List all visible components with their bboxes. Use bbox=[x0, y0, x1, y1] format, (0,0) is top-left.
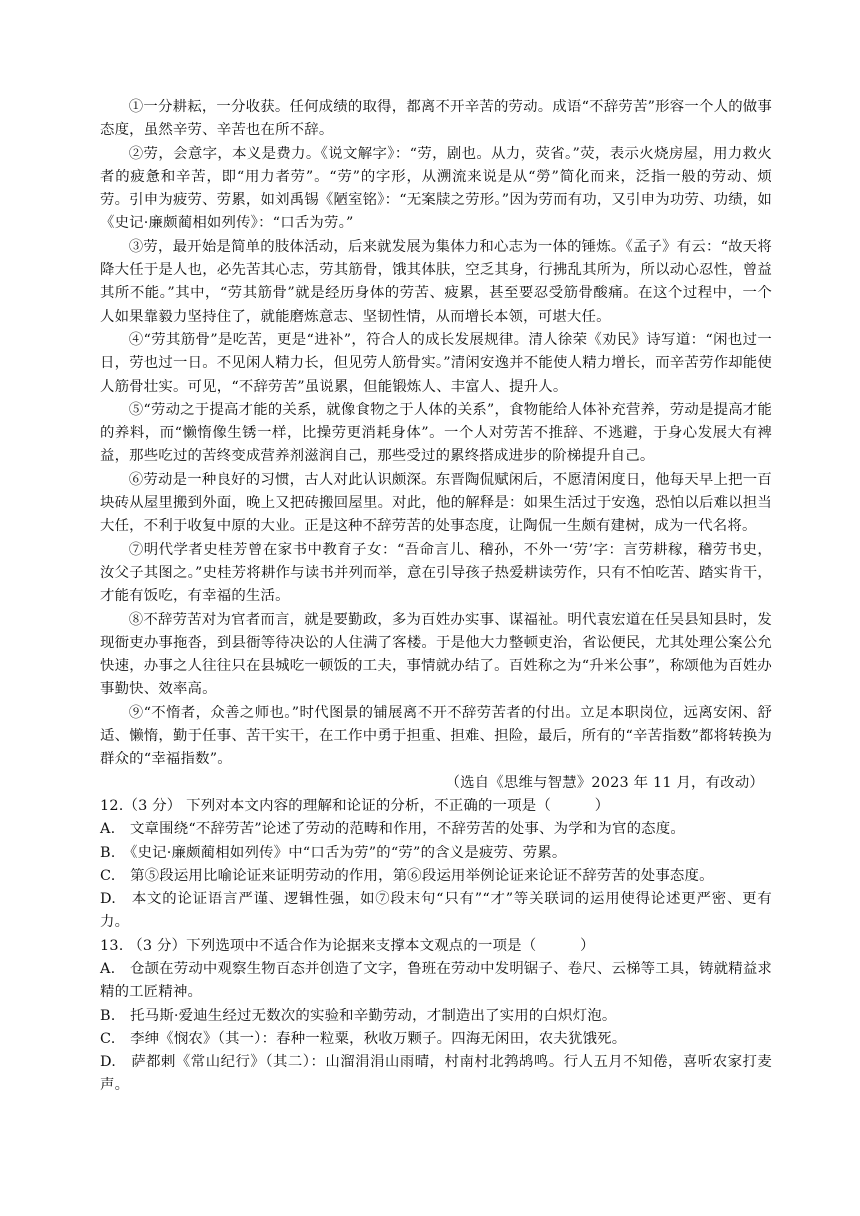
question-13-option-c: C. 李绅《悯农》（其一）：春种一粒粟，秋收万颗子。四海无闲田，农夫犹饿死。 bbox=[100, 1030, 627, 1047]
question-12-option-b: B. 《史记·廉颇蔺相如列传》中“口舌为劳”的“劳”的含义是疲劳、劳累。 bbox=[100, 844, 567, 861]
question-13-option-a: A. 仓颉在劳动中观察生物百态并创造了文字，鲁班在劳动中发明锯子、卷尺、云梯等工具，铸就精益求精的工匠精神。 bbox=[100, 960, 772, 1001]
paragraph-2: ②劳，会意字，本义是费力。《说文解字》：“劳，剧也。从力，荧省。”荧，表示火烧房屋，用力救火者的疲惫和辛苦，即“用力者劳”。“劳”的字形，从溯流来说是从“勞”简化而来，泛指一般的劳动、烦劳。引申为疲劳、劳累，如刘禹锡《陋室铭》：“无案牍之劳形。”因为劳而有功，又引申为功劳、功绩，如《史记·廉颇蔺相如列传》：“口舌为劳。” bbox=[100, 145, 772, 232]
paragraph-6: ⑥劳动是一种良好的习惯，古人对此认识颇深。东晋陶侃赋闲后，不愿清闲度日，他每天早上把一百块砖从屋里搬到外面，晚上又把砖搬回屋里。对此，他的解释是：如果生活过于安逸，恐怕以后难以担当大任，不利于收复中原的大业。正是这种不辞劳苦的处事态度，让陶侃一生颇有建树，成为一代名将。 bbox=[100, 471, 772, 535]
paragraph-7: ⑦明代学者史桂芳曾在家书中教育子女：“吾命言儿、稽孙，不外一‘劳’字：言劳耕稼，稽劳书史，汝父子其图之。”史桂芳将耕作与读书并列而举，意在引导孩子热爱耕读劳作，只有不怕吃苦、踏实肯干，才能有饭吃，有幸福的生活。 bbox=[100, 541, 772, 605]
paragraph-4: ④“劳其筋骨”是吃苦，更是“进补”，符合人的成长发展规律。清人徐荣《劝民》诗写道：“闲也过一日，劳也过一日。不见闲人精力长，但见劳人筋骨实。”清闲安逸并不能使人精力增长，而辛苦劳作却能使人筋骨壮实。可见，“不辞劳苦”虽说累，但能锻炼人、丰富人、提升人。 bbox=[100, 331, 772, 395]
paragraph-3: ③劳，最开始是简单的肢体活动，后来就发展为集体力和心志为一体的锤炼。《孟子》有云：“故天将降大任于是人也，必先苦其心志，劳其筋骨，饿其体肤，空乏其身，行拂乱其所为，所以动心忍性，曾益其所不能。”其中，“劳其筋骨”就是经历身体的劳苦、疲累，甚至要忍受筋骨酸痛。在这个过程中，一个人如果靠毅力坚持住了，就能磨炼意志、坚韧性情，从而增长本领，可堪大任。 bbox=[100, 238, 772, 325]
paragraph-9: ⑨“不惰者，众善之师也。”时代图景的铺展离不开不辞劳苦者的付出。立足本职岗位，远离安闲、舒适、懒惰，勤于任事、苦干实干，在工作中勇于担重、担难、担险，最后，所有的“辛苦指数”都将转换为群众的“幸福指数”。 bbox=[100, 704, 772, 768]
document-content bbox=[100, 96, 772, 1098]
question-12-option-c: C. 第⑤段运用比喻论证来证明劳动的作用，第⑥段运用举例论证来论证不辞劳苦的处事态度。 bbox=[100, 867, 714, 884]
question-12-option-a: A. 文章围绕“不辞劳苦”论述了劳动的范畴和作用，不辞劳苦的处事、为学和为官的态度。 bbox=[100, 821, 685, 838]
question-13-option-d: D. 萨都剌《常山纪行》（其二）：山溜涓涓山雨晴，村南村北鹁鸪鸣。行人五月不知倦，喜听农家打麦声。 bbox=[100, 1054, 772, 1094]
question-13 bbox=[100, 935, 772, 1098]
question-12-option-d: D. 本文的论证语言严谨、逻辑性强，如⑦段末句“只有”“才”等关联词的运用使得论述更严密、更有力。 bbox=[100, 891, 772, 931]
question-12 bbox=[100, 795, 772, 935]
paragraph-1: ①一分耕耘，一分收获。任何成绩的取得，都离不开辛苦的劳动。成语“不辞劳苦”形容一个人的做事态度，虽然辛劳、辛苦也在所不辞。 bbox=[100, 99, 772, 139]
question-13-option-b: B. 托马斯·爱迪生经过无数次的实验和辛勤劳动，才制造出了实用的白炽灯泡。 bbox=[100, 1007, 617, 1024]
question-13-stem: 13. （3 分）下列选项中不适合作为论据来支撑本文观点的一项是（ ） bbox=[100, 937, 595, 954]
paragraph-5: ⑤“劳动之于提高才能的关系，就像食物之于人体的关系”，食物能给人体补充营养，劳动是提高才能的养料，而“懒惰像生锈一样，比操劳更消耗身体”。一个人对劳苦不推辞、不逃避，于身心发展大有裨益，那些吃过的苦终变成营养剂滋润自己，那些受过的累终搭成进步的阶梯提升自己。 bbox=[100, 401, 772, 465]
article-source: （选自《思维与智慧》2023 年 11 月，有改动） bbox=[445, 774, 764, 791]
paragraph-8: ⑧不辞劳苦对为官者而言，就是要勤政，多为百姓办实事、谋福祉。明代袁宏道在任吴县知县时，发现衙吏办事拖沓，到县衙等待决讼的人住满了客楼。于是他大力整顿吏治，省讼便民，尤其处理公案公允快速，办事之人往往只在县城吃一顿饭的工夫，事情就办结了。百姓称之为“升米公事”，称颂他为百姓办事勤快、效率高。 bbox=[100, 611, 772, 698]
question-12-stem: 12.（3 分） 下列对本文内容的理解和论证的分析，不正确的一项是（ ） bbox=[100, 797, 610, 814]
